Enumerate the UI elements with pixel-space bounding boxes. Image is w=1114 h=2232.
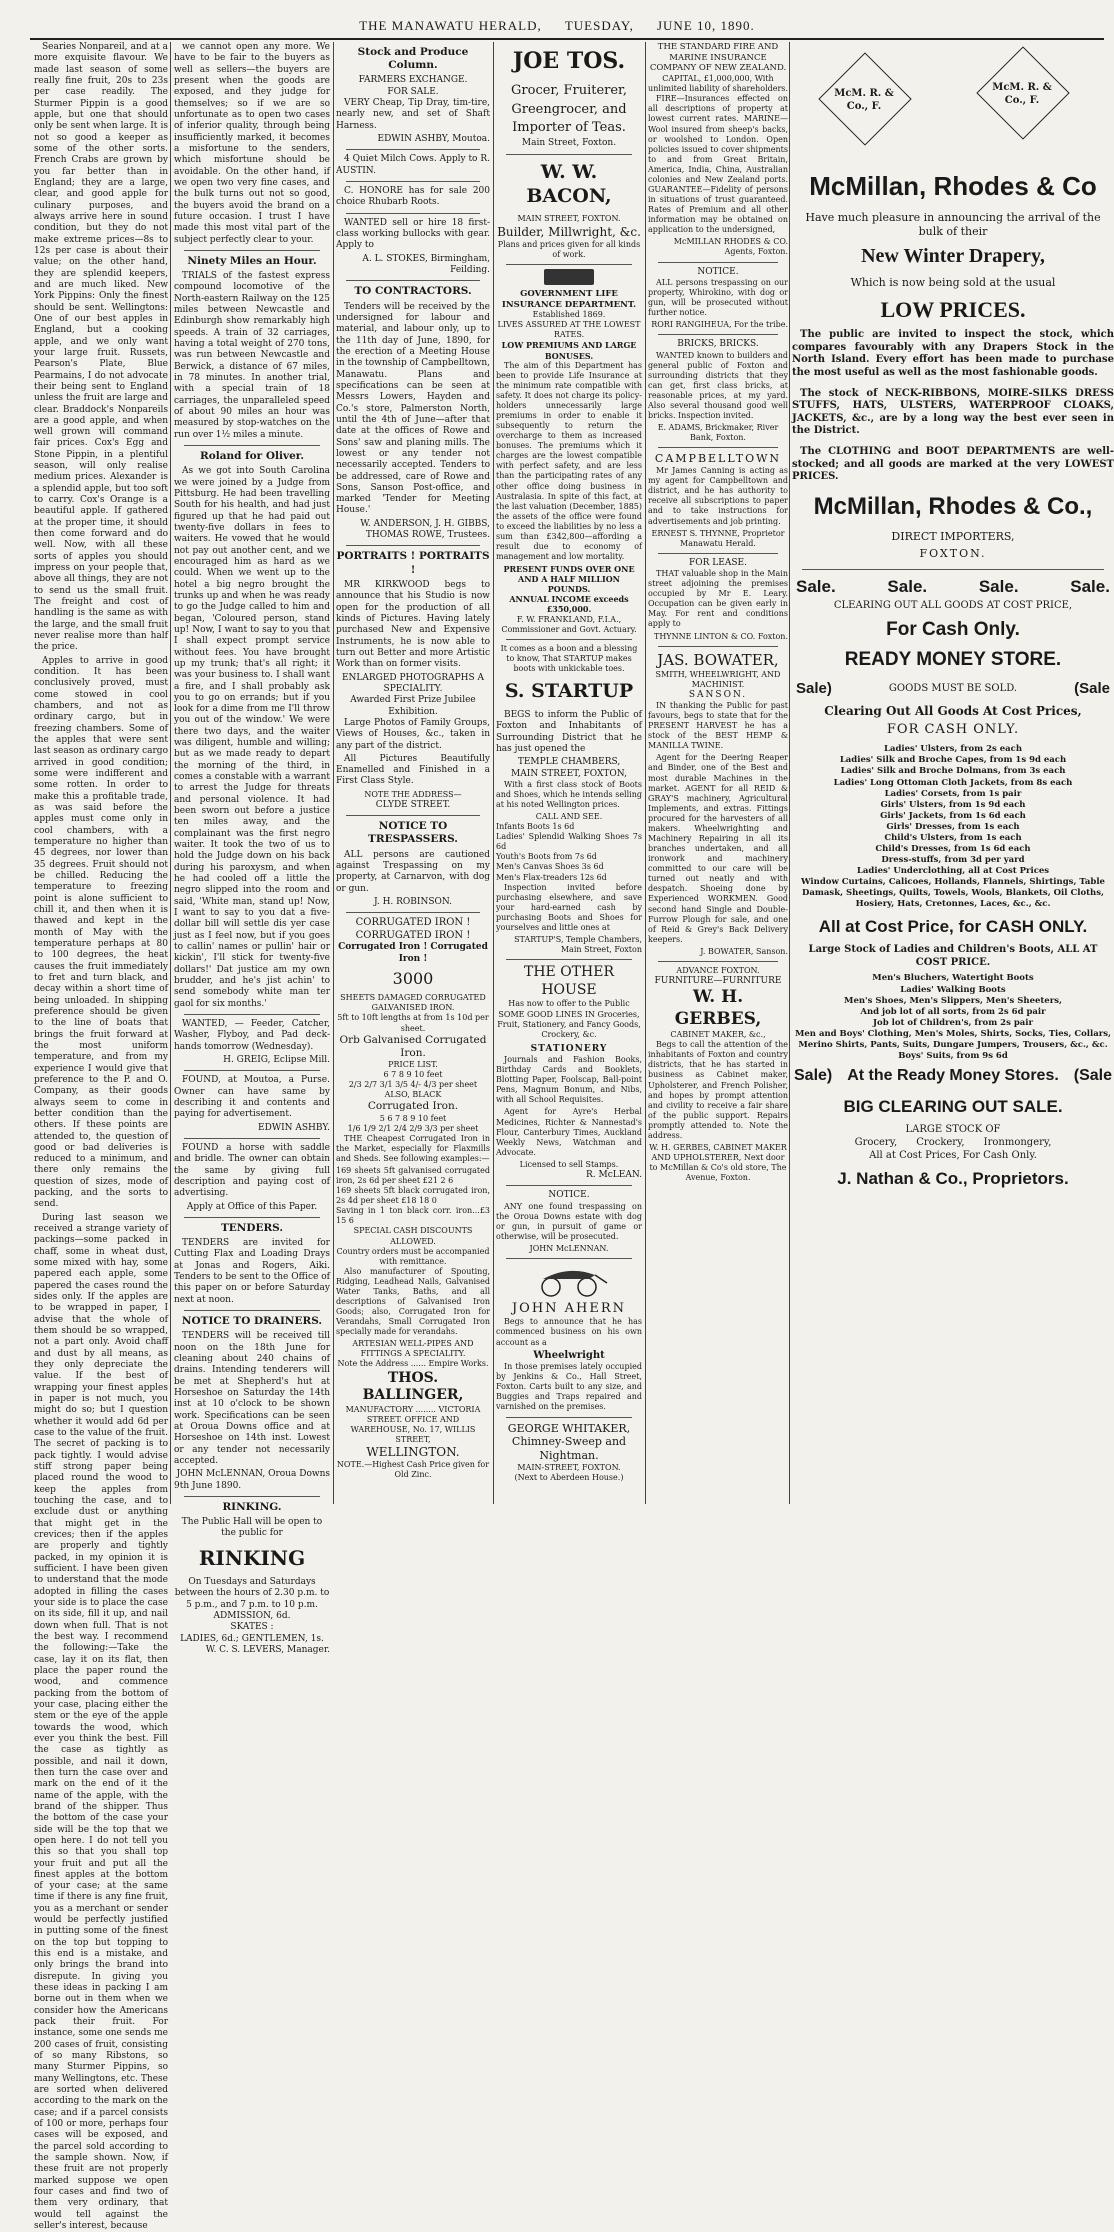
bricks-text: WANTED known to builders and general public of Foxton and surrounding districts that they can get, first class bricks, at reasonable prices, at my yard. Also several thousand good well bricks. Inspection invited. [648,350,788,421]
clearing-all: Clearing Out All Goods At Cost Prices, [824,703,1082,718]
lease-text: THAT valuable shop in the Main street adjoining the premises occupied by Mr E. Leary. Occupation can be given early in May. For rent and conditions apply to [648,569,788,629]
divider [506,154,632,155]
headline-roland: Roland for Oliver. [200,450,304,463]
gov-income: ANNUAL INCOME exceeds £350,000. [509,594,629,615]
pictures-enamelled: All Pictures Beautifully Enamelled and Finished in a First Class Style. [336,753,490,787]
sale-word: Sale. [978,576,1019,596]
ad-found-purse: FOUND, at Moutoa, a Purse. Owner can have same by describing it and contents and paying for advertisement. [174,1075,330,1120]
startup-sig: STARTUP'S, Temple Chambers, Main Street, Foxton [514,935,642,955]
corrugated-heading: CORRUGATED IRON ! [355,929,471,941]
note-address: Note the Address ...... Empire Works. [337,1359,489,1369]
divider [184,1496,320,1497]
example-line: 169 sheets 5ft black corrugated iron, 2s 4d per sheet £18 18 0 [336,1186,490,1206]
article-paragraph: TRIALS of the fastest express compound locomotive of the North-eastern Railway on the 125 miles between Newcastle and Edinburgh show remarkably high speeds. A train of 32 carriages, having a total weight of 270 tons, was run between Newcastle and Berwick, a distance of 67 miles, in 78 minutes. In another trial, with a special train of 18 carriages, the unparalleled speed of about 90 miles an hour was measured by stop-watches on the run over 1½ miles a minute. [174,271,330,440]
bowater-trade: SMITH, WHEELWRIGHT, AND MACHINIST. [655,669,781,689]
divider [184,1217,320,1218]
direct-importers: DIRECT IMPORTERS, [891,530,1015,543]
farmers-exchange: FARMERS EXCHANGE. [358,75,468,86]
sheets-count: 3000 [392,969,434,989]
divider [346,912,480,913]
notice-heading: NOTICE. [697,266,739,277]
stamps: Licensed to sell Stamps. [519,1159,619,1169]
enlarged-photos: ENLARGED PHOTOGRAPHS A SPECIALITY. [341,672,485,694]
black-iron-heading: Corrugated Iron. [367,1100,459,1113]
divider [658,447,778,448]
wheelwright: Wheelwright [533,1349,605,1361]
price-row: 6 7 8 9 10 feet [383,1070,443,1080]
startup-name: S. STARTUP [504,679,634,702]
large-photos: Large Photos of Family Groups, Views of Houses, &c., taken in any part of the district. [336,717,490,751]
sale-word: Sale. [796,576,836,596]
rinking-manager: W. C. S. LEVERS, Manager. [205,1644,330,1655]
temple-chambers: TEMPLE CHAMBERS, [517,757,621,768]
column-trades [496,42,642,1504]
for-sale: FOR SALE. [387,86,439,97]
divider [658,553,778,554]
price-row: 5 6 7 8 9 10 feet [379,1113,447,1123]
standard-text: FIRE—Insurances effected on all descriptions of property at lowest current rates. MARINE—Wool insured from sheep's backs, or woolshed to London. Open policies issued to cover shipments to and from Great Britain, America, India, China, Australian colonies and New Zealand ports. GUARANTEE—Fidelity of persons in situations of trust guaranteed. Rates of Premium and all other information may be obtained on application to the undersigned, [648,94,788,235]
bacon-address: MAIN STREET, FOXTON. [517,214,621,224]
trademark-text: McM. R. & Co., F. [992,82,1052,106]
column-divider [493,42,494,1504]
price-list-label: PRICE LIST. [388,1060,438,1070]
headline-rinking: RINKING. [222,1500,282,1513]
ad-signature: A. L. STOKES, Birmingham, Feilding. [362,253,490,276]
large-stock-boots: Large Stock of Ladies and Children's Boots, ALL AT COST PRICE. [808,944,1098,969]
example-line: 169 sheets 5ft galvanised corrugated iron, 2s 6d per sheet £21 2 6 [336,1165,490,1186]
sale-bracket: Sale) [794,1066,833,1084]
gerbes-sig: W. H. GERBES, CABINET MAKER AND UPHOLSTERER, Next door to McMillan & Co's old store, The Avenue, Foxton. [649,1143,787,1183]
ready-money-stores: At the Ready Money Stores. [847,1066,1059,1084]
headline-trespassers: NOTICE TO TRESPASSERS. [368,820,458,846]
gerbes-trade: CABINET MAKER, &c., [670,1030,766,1040]
gov-established: Established 1869. [532,310,606,320]
article-paragraph: As we got into South Carolina we were joined by a Judge from Pittsburg. He had been travelling South for his health, and had just figured up that he had paid out twenty-five dollars in fees to waiters. He vowed that he would not pay out another cent, and we encouraged him as hard as we could. When we went up to the hotel a big negro brought the trunks up and when he was ready to go the Judge called to him and began, 'Coloured person, stand up! Now, I want to say to you that I shall expect prompt service without fees. You have brought up my trunk; that's all right; it was your business to. I shall want a fire, and I shall probably ask you to go on errands; but if you look for a dime from me I'll throw you out of the window.' We were there two days, and the waiter was diligent, humble and willing; but as we made ready to depart the morning of the third, in comes a constable with a warrant to arrest the Judge for threats and personal violence. It had been sworn out before a justice ten miles away, and the complainant was the first negro waiter. It took the two of us to hold the Judge down on his back during his paroxysm, and when he had cooled off a little the negro slipped into the room and said, 'White man, stand up! Now, I want to say to you dat a five-dollar bill will settle dis yer case just as I feel now, but if you goes to callin' names or pullin' hair or kickin', I'll stick for twenty-five dollars!' Dat justice am my own brudder, and he's jist achin' to send somebody white man ter gaol for six months.' [174,466,330,1009]
gov-text: The aim of this Department has been to provide Life Insurance at the minimum rate compatible with safety. It does not charge its policy-holders unnecessarily large premiums in order to enable it subsequently to return the overcharge to them as increased bonuses. The premiums which it charges are the lowest compatible with perfect safety, and are less than the participating rates of any other office doing business in Australasia. In spite of this fact, at the last valuation (December, 1885) the assets of the office were found to exceed the liabilities by no less a sum than £342,800—affording a result due to economy of management and low mortality. [496,360,642,562]
divider [184,250,320,251]
headline-tenders: TENDERS. [220,1221,284,1234]
startup-inspection: Inspection invited before purchasing elsewhere, and save your hard-earned cash by purchasing Boots and Shoes for yourselves and little ones at [496,882,642,932]
startup-quote: It comes as a boon and a blessing to know, That STARTUP makes boots with unkickable toes. [500,643,638,673]
lease-sig: THYNNE LINTON & CO. Foxton. [653,631,788,641]
stationery-heading: STATIONERY [530,1043,608,1054]
ad-tip-dray: VERY Cheap, Tip Dray, tim-tire, nearly new, and set of Shaft Harness. [336,98,490,131]
ad-signature: H. GREIG, Eclipse Mill. [223,1055,330,1065]
masthead-day: TUESDAY, [564,18,634,33]
divider [506,1417,632,1418]
ad-signature: EDWIN ASHBY, Moutoa. [377,134,490,145]
masthead [0,0,1114,36]
manufacturer-text: Also manufacturer of Spouting, Ridging, Leadhead Nails, Galvanised Water Tanks, Baths, and all descriptions of Galvanised Iron Goods; also, Corrugated Iron for Verandahs, Small Corrugated Iron specially made for verandahs. [336,1266,490,1337]
bricks-sig: E. ADAMS, Brickmaker, River Bank, Foxton. [657,423,779,443]
for-cash-only-2: FOR CASH ONLY. [886,722,1020,737]
sale-bracket: Sale) [796,680,832,697]
ad-portraits: MR KIRKWOOD begs to announce that his Studio is now open for the production of all kinds of Pictures. Having lately purchased New and Expensive Instruments, he is now able to turn out Better and more Artistic Work than on former visits. [336,579,490,670]
coat-of-arms-icon [544,269,594,285]
clearing-out: CLEARING OUT ALL GOODS AT COST PRICE, [833,600,1073,612]
clothing-text: The CLOTHING and BOOT DEPARTMENTS are well-stocked; and all goods are marked at the very LOWEST PRICES. [792,445,1114,483]
ad-rhubarb: C. HONORE has for sale 200 choice Rhubarb Roots. [336,186,490,208]
campbelltown-text: Mr James Canning is acting as my agent for Campbelltown and district, and he has authority to receive all subscriptions to paper and to take instructions for advertisements and job printing. [648,466,788,526]
ready-stores-row [792,1062,1114,1090]
bowater-sig: J. BOWATER, Sanson. [700,946,788,956]
startup-prices: Infants Boots 1s 6d Ladies' Splendid Walking Shoes 7s 6d Youth's Boots from 7s 6d Men's Canvas Shoes 3s 6d Men's Flax-treaders 12s 6d [496,822,642,882]
column-apples [34,42,168,2231]
headline-portraits: PORTRAITS ! PORTRAITS ! [336,550,490,576]
joe-tos-name: JOE TOS. [512,48,626,74]
campbelltown-sig: ERNEST S. THYNNE, Proprietor Manawatu Herald. [651,528,785,548]
divider [802,569,1104,570]
bowater-town: SANSON. [688,689,748,700]
article-paragraph: During last season we received a strange variety of packings—some packed in chaff, some in wheat dust, some mixed with hay, some papered each apple, some papered the cases round the sides only. If the apples are to be wrapped in paper, I advise that the whole of them should be so wrapped, not a part only. Avoid chaff and dust by all means, as they only depreciate the value. If the best of wrapping your finest apples in paper is not much, you might do so; but I question whether it would add 6d per case to the value of the fruit. The secret of packing is to pack tightly. I would advise stiff strong paper being placed round the wood to keep the apples from touching the case, and to exclude dust or anything that might get in the crevices; then if the apples are properly and tightly packed, in my opinion it is sufficient. I have been given to understand that the mode adopted in filling the cases your side is to place the case on its side, fill it up, and nail down when full. That is not the best way. I recommend the following:—Take the case, lay it on its flat, then place the paper round the wood, and commence packing from the bottom of your case, placing either the stem or the eye of the apple towards the wood, which ever you think the best. Fill the case as tightly as possible, and nail it down, then turn the case over and mark on the end of it the name of the apple, with the brand of the shipper. Thus the bottom of the case your side will be the top that we open here. I do not tell you this so that you shall top your fruit and put all the finest apples at the bottom of your case; at the same time if there is any fine fruit, you as a merchant or sender would be perfectly justified in putting some of the finest on the top but topping to this end is a mistake, and only brings the brand into disrepute. In giving you these ideas in packing I am borne out in them when we consider how the Americans pack their fruit. For instance, some one sends me 200 cases of fruit, consisting of so many Ribstons, so many Sturmer Pippins, so many Wellingtons, etc. These are sorted when delivered according to the mark on the case; and if a parcel consists of 100 or more, perhaps four cases will be exposed, and the parcel sold according to the sample shown. Now, if these fruit are not properly marked suppose we open four cases and find two of them very ordinary, that would tell against the seller's interest, because [34,1212,168,2231]
ahern-text: Begs to announce that he has commenced business on his own account as a [496,1317,642,1347]
column-divider [170,42,171,1504]
whitaker-trade: Chimney-Sweep and Nightman. [511,1435,627,1463]
gov-lives: LIVES ASSURED AT THE LOWEST RATES. [497,320,641,340]
article-paragraph: Apples to arrive in good condition. It has been conclusively proved, must come stowed in cool chambers, and not as ordinary cargo, but in freezing chambers. Some of the apples that were sent last season as ordinary cargo arrived in good condition; some were indifferent and some rotten. In order to make this a profitable trade, as was said before the apples must come only in cool chambers, with a temperature no higher than 45 degrees, nor lower than 35 degrees. Fruit should not be chilled. Reducing the temperature to freezing point is alone sufficient to chill it, and then when it is thawed and kept in the month of May with the temperature perhaps at 80 to 100 degrees, the heat causes the fruit immediately to fret and turn black, and decay within a short time of being unloaded. In shipping preference should be given to the line of boats that brings the fruit forward at the most uniform temperature, and from my experience I would give that preference to the P. and O. Company, as their goods always seem to come in better condition than the others. If these points are attended to, the question of good or bad deliveries is reduced to a minimum, and there only remains the question of sizes, mode of packing, and the sorts to send. [34,655,168,1210]
ahern-text2: In those premises lately occupied by Jenkins & Co., Hall Street, Foxton. Carts built to any size, and Buggies and Traps repaired and varnished on the premises. [496,1362,642,1412]
other-house-text: Has now to offer to the Public SOME GOOD LINES IN Groceries, Fruit, Stationery, and Fancy Goods, Crockery, &c. [497,999,641,1039]
divider [184,1138,320,1139]
special-discounts: SPECIAL CASH DISCOUNTS ALLOWED. [353,1226,473,1246]
notice-sig: RORI RANGIHEUA, For the tribe. [651,320,788,330]
country-orders: Country orders must be accompanied with remittance. [336,1246,490,1266]
ad-tenders: TENDERS are invited for Cutting Flax and Loading Drays at Jonas and Rogers, Aiki. Tenders to be sent to the Office of this paper on or before Saturday next at noon. [174,1238,330,1305]
artesian: ARTESIAN WELL-PIPES AND FITTINGS A SPECIALITY. [352,1339,474,1359]
cheapest-text: THE Cheapest Corrugated Iron in the Market, especially for Flaxmills and Sheds. See following examples:— [336,1133,490,1163]
also-black: ALSO, BLACK [384,1090,442,1100]
all-cost: All at Cost Price, for CASH ONLY. [818,917,1088,937]
address-label: NOTE THE ADDRESS— [364,789,462,799]
rinking-skates: SKATES : [230,1622,274,1633]
ad-date: 9th June 1890. [174,1480,242,1491]
headline-ninety-miles: Ninety Miles an Hour. [187,254,317,267]
ad-contractors: Tenders will be received by the undersigned for labour and material, and labour only, up to the 11th day of June, 1890, for the erection of a Meeting House in the township of Campbelltown, Manawatu. Plans and specifications can be seen at Messrs Lowers, Hayden and Co.'s store, Palmerston North, until the 4th of June—after that date at the offices of Rowe and Sons' saw and planing mills. The lowest or any tender not necessarily accepted. Tenders to be addressed, care of Rowe and Sons, Sanson Post-office, and marked 'Tender for Meeting House.' [336,301,490,516]
firm-name: McMillan, Rhodes & Co [809,171,1097,201]
rinking-hours: On Tuesdays and Saturdays between the hours of 2.30 p.m. to 5 p.m., and 7 p.m. to 10 p.m. [174,1577,330,1610]
masthead-date: JUNE 10, 1890. [656,18,755,33]
bricks-heading: BRICKS, BRICKS. [677,339,759,350]
ballinger-factory: MANUFACTORY ........ VICTORIA STREET. OFFICE AND WAREHOUSE, No. 17, WILLIS STREET, [345,1404,481,1445]
nathan-proprietors: J. Nathan & Co., Proprietors. [837,1169,1069,1189]
headline-drainers: NOTICE TO DRAINERS. [181,1315,323,1328]
address: CLYDE STREET. [375,799,451,810]
bowater-name: JAS. BOWATER, [657,650,779,669]
gerbes-name: W. H. GERBES, [674,987,762,1029]
divider [506,639,632,640]
divider [346,815,480,816]
bowater-text: IN thanking the Public for past favours, begs to state that for the PRESENT HARVEST he has a stock of the BEST HEMP & MANILLA TWINE. [648,701,788,751]
ballinger-note: NOTE.—Highest Cash Price given for Old Zinc. [336,1460,490,1480]
notice-text: ALL persons trespassing on our property, Whirokino, with dog or gun, will be prosecuted without further notice. [648,277,788,318]
ad-signature: JOHN McLENNAN, Oroua Downs [176,1469,330,1480]
neck-ribbons-text: The stock of NECK-RIBBONS, MOIRE-SILKS DRESS STUFFS, HATS, ULSTERS, WATERPROOF CLOAKS, JACKETS, &c., are by a long way the best ever seen in the District. [792,387,1114,437]
ad-signature: Apply at Office of this Paper. [186,1201,318,1212]
carriage-icon [529,1263,609,1297]
all-cost-2: All at Cost Prices, For Cash Only. [869,1150,1037,1162]
masthead-rule [30,38,1104,40]
price-list-men: Men's Bluchers, Watertight Boots Ladies' Walking Boots Men's Shoes, Men's Slippers, Men's Sheeters, And job lot of all sorts, from 2s 6d pair Job lot of Children's, from 2s pair Men and Boys' Clothing, Men's Moles, Shirts, Socks, Ties, Collars, Merino Shirts, Pants, Suits, Dungare Jumpers, Trousers, &c., &c. Boys' Suits, from 9s 6d [794,973,1111,1061]
column-divider [789,42,790,1504]
divider [658,334,778,335]
masthead-paper: THE MANAWATU HERALD, [359,18,542,33]
saving-line: Saving in 1 ton black corr. iron...£3 15 6 [336,1206,490,1226]
rinking-title: RINKING [198,1545,306,1570]
divider [658,961,778,962]
divider [184,445,320,446]
corrugated-heading: CORRUGATED IRON ! [355,917,471,929]
advance-foxton: ADVANCE FOXTON. [676,965,760,975]
sale-word: Sale. [1070,576,1110,596]
for-cash-only: For Cash Only. [886,619,1020,641]
drapery: New Winter Drapery, [861,245,1045,268]
grocery-line: Grocery, Crockery, Ironmongery, [854,1137,1052,1149]
notice-sig: JOHN McLENNAN. [529,1243,609,1253]
campbelltown-heading: CAMPBELLTOWN [654,452,782,466]
price-list-ladies: Ladies' Ulsters, from 2s each Ladies' Silk and Broche Capes, from 1s 9d each Ladies' Silk and Broche Dolmans, from 3s each Ladies' Long Ottoman Cloth Jackets, from 8s each Ladies' Corsets, from 1s pair Girls' Ulsters, from 1s 9d each Girls' Jackets, from 1s 6d each Girls' Dresses, from 1s each Child's Ulsters, from 1s each Child's Dresses, from 1s 6d each Dress-stuffs, from 3d per yard Ladies' Underclothing, all at Cost Prices Window Curtains, Calicoes, Hollands, Flannels, Shirtings, Table Damask, Sheetings, Quilts, Towels, Wools, Blankets, Oil Cloths, Hosiery, Hats, Cretonnes, Laces, &c., &c. [801,744,1105,910]
orb-heading: Orb Galvanised Corrugated Iron. [339,1033,487,1059]
announce: Have much pleasure in announcing the arrival of the bulk of their [805,210,1101,238]
column-notices [648,42,788,1504]
bowater-text2: Agent for the Deering Reaper and Binder, one of the Best and most durable Machines in the market. AGENT for all REID & GRAY'S machinery, Agricultural Implements, and extras. Fittings procured for the harvesters of all makers. Wheelwrighting and Machinery Repairing in all its branches undertaken, and all ironwork and machinery committed to our care will be turned out neatly and with despatch. Shoeing done by Experienced WORKMEN. Good second hand Single and Double-Furrow Plough for sale, and one of Reid & Grey's Back Delivery keepers. [648,753,788,944]
startup-street: MAIN STREET, FOXTON, [511,768,627,779]
joe-tos-address: Main Street, Foxton. [521,138,617,149]
column-divider [333,42,334,1504]
divider [346,280,480,281]
divider [184,1310,320,1311]
article-paragraph: we cannot open any more. We have to be fair to the buyers as well as sellers—the buyers are present when the goods are exposed, and they judge for themselves; so if we are so unfortunate as to open two cases of inferior quality, through being insufficiently marked, it becomes a misfortune to the senders, which misfortune should be avoidable. On the other hand, if we open two very fine cases, and the bulk turns out not so good, the buyers avoid the brand on a future occasion. I trust I have made this most vital part of the subject perfectly clear to your. [174,42,330,245]
ad-drainers: TENDERS will be received till noon on the 18th June for cleaning about 240 chains of drains. Intending tenderers will be met at Shepherd's hut at Horseshoe on Saturday the 14th inst at 10 o'clock to be shown work. Specifications can be seen at Oroua Downs office and at Horseshoe on 14th inst. Lowest or any tender not necessarily accepted. [174,1331,330,1466]
goods-sold-row [792,678,1114,701]
trademark-text: McM. R. & Co., F. [834,88,894,112]
sheets-desc: SHEETS DAMAGED CORRUGATED GALVANISED IRON. [340,993,486,1013]
ready-money-store: READY MONEY STORE. [844,649,1062,671]
standard-heading: THE STANDARD FIRE AND MARINE INSURANCE COMPANY OF NEW ZEALAND. [649,42,787,74]
lease-heading: FOR LEASE. [689,557,747,568]
ballinger-city: WELLINGTON. [366,1445,460,1460]
divider [346,545,480,546]
column-divider [645,42,646,1504]
gov-premiums: LOW PREMIUMS AND LARGE BONUSES. [501,340,637,361]
sale-bracket: (Sale [1074,680,1110,697]
divider [506,264,632,265]
trademark-row [792,42,1114,162]
headline-contractors: TO CONTRACTORS. [354,285,472,298]
stationery-text: Journals and Fashion Books, Birthday Cards and Booklets, Blotting Paper, Foolscap, Ball-point Pens, Magnum Bonum, and Nibs, with all School Requisites. [496,1055,642,1105]
divider [184,1070,320,1071]
goods-must-be-sold: GOODS MUST BE SOLD. [888,683,1018,695]
sheets-lengths: 5ft to 10ft lengths at from 1s 10d per sheet. [337,1013,489,1033]
sale-word: Sale. [887,576,928,596]
column-mcmillan-rhodes [792,42,1114,1504]
large-stock-of: LARGE STOCK OF [905,1124,1001,1136]
being-sold: Which is now being sold at the usual [850,275,1056,289]
rinking-admission: ADMISSION, 6d. [213,1610,291,1621]
price-row: 2/3 2/7 3/1 3/5 4/- 4/3 per sheet [348,1080,478,1090]
invited-text: The public are invited to inspect the stock, which compares favourably with any Drapers Stock in the North Island. Every effort has been made to purchase the most useful as well as the most fashionable goods. [792,329,1114,379]
notice-text: ANY one found trespassing on the Oroua Downs estate with dog or gun, in pursuit of game or otherwise, will be prosecuted. [496,1201,642,1241]
divider [658,646,778,647]
ad-trespassers: ALL persons are cautioned against Trespassing on my property, at Carnarvon, with dog or gun. [336,849,490,894]
ahern-name: JOHN AHERN [511,1300,627,1316]
headline-stock: Stock and Produce Column. [357,46,469,72]
price-row: 1/6 1/9 2/1 2/4 2/9 3/3 per sheet [347,1123,479,1133]
ad-trustees: W. ANDERSON, J. H. GIBBS, THOMAS ROWE, Trustees. [360,518,490,541]
gov-insurance-heading: GOVERNMENT LIFE INSURANCE DEPARTMENT. [501,288,637,310]
divider [506,1185,632,1186]
other-house-name: THE OTHER HOUSE [523,964,614,998]
notice-heading: NOTICE. [548,1190,590,1201]
mclean-sig: R. McLEAN. [586,1169,642,1180]
bacon-name: W. W. BACON, [526,160,612,207]
ad-milch-cows: 4 Quiet Milch Cows. Apply to R. AUSTIN. [336,154,490,176]
ad-wanted: WANTED, — Feeder, Catcher, Washer, Flyboy, and Pad deck-hands tomorrow (Wednesday). [174,1019,330,1052]
divider [506,959,632,960]
foxton: FOXTON. [919,546,987,560]
startup-text: BEGS to inform the Public of Foxton and Inhabitants of Surrounding District that he has just opened the [496,709,642,754]
divider [184,1014,320,1015]
call-and-see: CALL AND SEE. [535,812,603,822]
ballinger-name: THOS. BALLINGER, [362,1369,464,1404]
big-clearing-sale: BIG CLEARING OUT SALE. [843,1097,1063,1117]
rinking-text: The Public Hall will be open to the public for [181,1517,323,1539]
corrugated-bold: Corrugated Iron ! Corrugated Iron ! [338,942,488,964]
standard-sig: McMILLAN RHODES & CO. Agents, Foxton. [673,237,788,257]
rinking-skate-prices: LADIES, 6d.; GENTLEMEN, 1s. [180,1633,324,1644]
divider [346,213,480,214]
ad-signature: J. H. ROBINSON. [373,896,453,907]
column-news [174,42,330,1655]
divider [506,1258,632,1259]
startup-stock: With a first class stock of Boots and Shoes, which he intends selling at his noted Wellington prices. [496,779,642,809]
sale-row [792,574,1114,599]
whitaker-name: GEORGE WHITAKER, [507,1421,631,1435]
standard-capital: CAPITAL, £1,000,000, With unlimited liability of shareholders. [648,74,788,94]
divider [346,181,480,182]
divider [346,149,480,150]
whitaker-address2: (Next to Aberdeen House.) [514,1473,624,1483]
gov-funds: PRESENT FUNDS OVER ONE AND A HALF MILLION POUNDS. [503,564,635,595]
ad-found-horse: FOUND a horse with saddle and bridle. The owner can obtain the same by giving full description and paying cost of advertising. [174,1142,330,1199]
firm-name-2: McMillan, Rhodes & Co., [813,492,1093,520]
bacon-trade: Builder, Millwright, &c. [497,224,641,239]
gerbes-text: Begs to call the attention of the inhabitants of Foxton and country districts, that he has started in business as Cabinet maker, Upholsterer, and French Polisher, and hopes by prompt attention and civility to receive a fair share of the public support. Repairs promptly attended to. Note the address. [648,1040,788,1140]
gov-commissioner: F. W. FRANKLAND, F.I.A., Commissioner and Govt. Actuary. [501,614,637,634]
whitaker-address: MAIN-STREET, FOXTON. [517,1463,621,1473]
agent-text: Agent for Ayre's Herbal Medicines, Richter & Nannestad's Flour, Canterbury Times, Auckland Weekly News, Watchman and Advocate. [496,1107,642,1157]
awarded: Awarded First Prize Jubilee Exhibition. [350,695,476,717]
article-paragraph: Searies Nonpareil, and at a more exquisite flavour. We made last season of some really fine fruit, 20s to 23s per case readily. The Sturmer Pippin is a good apple, but one that should only be sent when large. It is not so good a keeper as some of the other sorts. French Crabs are grown by you far better than in England; they are a large, clear, and good apple for culinary purposes, and always arrive here in sound condition, but they do not make extreme prices—8s to 12s per case is about their value; on the other hand, they are splendid keepers, and are much liked. New York Pippins: Only the finest should be sent. Wellingtons: One of our best apples in England, but a cooking apple, and we only want your large fruit. Russets, Pearson's Plate, Blue Pearmains, I do not advocate their being sent to England unless the fruit are large and clear. Braddock's Nonpareils are a good apple, and when well grown will command fair prices. Cox's Egg and Stone Pippin, in a plentiful season, will only realise medium prices. Alexander is a splendid apple, but too soft to carry. Cox's Orange is a beautiful apple. If gathered at the proper time, it should then come forward and do well. Now, with all these sorts of apples you should impress on your people that, above all things, they are not to send us the small fruit. The freight and cost of handling is the same as with the large, and the small fruit never realise more than half the price. [34,42,168,653]
ad-bullocks: WANTED sell or hire 18 first-class working bullocks with gear. Apply to [336,217,490,251]
divider [658,262,778,263]
sale-bracket: (Sale [1073,1066,1112,1084]
ad-signature: EDWIN ASHBY. [258,1122,330,1133]
column-stock-produce [336,42,490,1504]
low-prices: LOW PRICES. [880,296,1026,322]
joe-tos-trade: Grocer, Fruiterer, Greengrocer, and Importer of Teas. [511,82,627,136]
furniture-heading: FURNITURE—FURNITURE [654,976,782,987]
bacon-plans: Plans and prices given for all kinds of work. [497,239,641,259]
